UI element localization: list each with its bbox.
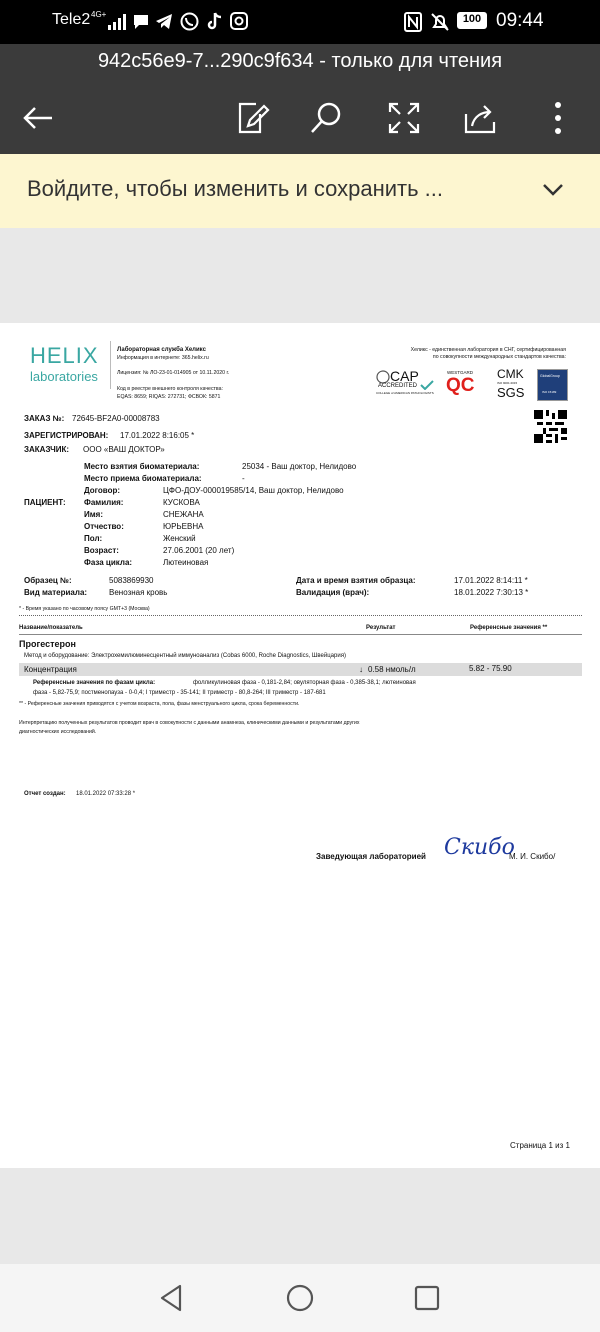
sgs-logo: SGS (497, 385, 525, 400)
surname-label: Фамилия: (84, 498, 124, 507)
status-bar (0, 0, 600, 44)
contract-value: ЦФО-ДОУ-000019585/14, Ваш доктор, Нелидово (163, 486, 344, 495)
global-group-title: GlobalGroup (540, 374, 560, 378)
patronymic-label: Отчество: (84, 522, 124, 531)
interpretation-line2: диагностических исследований. (19, 729, 97, 735)
document-title: 942c56e9-7...290c9f634 - только для чтения (97, 50, 503, 72)
app-toolbar (0, 44, 600, 154)
instagram-icon (230, 12, 248, 30)
age-value: 27.06.2001 (20 лет) (163, 546, 235, 555)
signal-icon (108, 14, 128, 30)
clock: 09:44 (496, 10, 544, 31)
lab-name: Лабораторная служба Хеликс (117, 347, 206, 353)
westgard-label: WESTGARD (447, 370, 474, 375)
patronymic-value: ЮРЬЕВНА (163, 522, 204, 531)
order-label: ЗАКАЗ №: (24, 414, 65, 423)
network-type: 4G+ (91, 10, 107, 19)
place-received-label: Место приема биоматериала: (84, 474, 202, 483)
ref-value: 5.82 - 75.90 (469, 664, 512, 673)
checkmark-icon (420, 380, 434, 390)
helix-logo-subword: laboratories (30, 369, 98, 384)
col-header-ref: Референсные значения ** (470, 625, 548, 631)
whatsapp-icon (180, 12, 199, 31)
validation-label: Валидация (врач): (296, 588, 370, 597)
lab-registry-line2: EQAS: 8659; RIQAS: 272731; ФСВОК: 5871 (117, 394, 221, 400)
result-value: 0.58 нмоль/л (368, 665, 416, 674)
dotted-divider (19, 615, 582, 616)
report-created-value: 18.01.2022 07:33:28 * (76, 791, 136, 797)
head-of-lab-label: Заведующая лабораторией (316, 852, 426, 861)
datetime-label: Дата и время взятия образца: (296, 576, 416, 585)
col-header-name: Название/показатель (19, 625, 83, 631)
validation-value: 18.01.2022 7:30:13 * (454, 588, 529, 597)
signature: Скибо (444, 835, 515, 860)
place-taken-value: 25034 - Ваш доктор, Нелидово (242, 462, 357, 471)
document-page (0, 323, 600, 1168)
lab-license: Лицензия: № ЛО-23-01-014905 от 10.11.2020 г. (117, 370, 230, 376)
age-label: Возраст: (84, 546, 119, 555)
ref-phases-label: Референсные значения по фазам цикла: (33, 680, 156, 686)
more-options-icon[interactable] (540, 100, 576, 136)
phase-label: Фаза цикла: (84, 558, 133, 567)
order-value: 72645-BF2A0-00008783 (72, 414, 160, 423)
cmk-small: ISO 9001:2015 (497, 381, 518, 385)
client-label: ЗАКАЗЧИК: (24, 445, 70, 454)
mute-icon (430, 12, 450, 32)
ref-phases-line2: фаза - 5,82-75,9; постменопауза - 0-0,4; I триместр - 35-141; II триместр - 80,8-264; III триместр - 187-681 (33, 690, 326, 696)
material-value: Венозная кровь (109, 588, 168, 597)
registered-label: ЗАРЕГИСТРИРОВАН: (24, 431, 109, 440)
report-created-label: Отчет создан: (24, 791, 66, 797)
share-icon[interactable] (462, 100, 498, 136)
fullscreen-icon[interactable] (386, 100, 422, 136)
nav-recents-icon[interactable] (411, 1282, 443, 1314)
low-arrow-icon: ↓ (359, 665, 363, 674)
contract-label: Договор: (84, 486, 121, 495)
back-arrow-icon[interactable] (20, 100, 56, 136)
carrier-label: Tele2 (52, 11, 91, 28)
cert-text-line1: Хеликс - единственная лаборатория в СНГ, сертифицированная (410, 347, 566, 353)
cap-logo (376, 368, 434, 398)
datetime-value: 17.01.2022 8:14:11 * (454, 576, 528, 585)
global-group-logo (537, 369, 568, 401)
phase-value: Лютеиновая (163, 558, 209, 567)
lab-website: Информация в интернете: 365.helix.ru (117, 355, 209, 361)
sex-label: Пол: (84, 534, 103, 543)
battery-level: 100 (462, 13, 482, 25)
qr-code (534, 410, 567, 443)
logo-divider (110, 341, 111, 389)
nfc-icon (404, 12, 422, 32)
test-method: Метод и оборудование: Электрохемилюминесцентный иммуноанализ (Cobas 6000, Roche Diagnostics, Швейцария) (24, 653, 346, 659)
registered-value: 17.01.2022 8:16:05 * (120, 431, 195, 440)
chevron-down-icon[interactable] (540, 180, 566, 200)
test-name: Прогестерон (19, 639, 76, 649)
ref-phases-line1: фолликулиновая фаза - 0,181-2,84; овуляторная фаза - 0,385-38,1; лютеиновая (193, 680, 416, 686)
cap-logo-subtitle: ACCREDITED (378, 383, 418, 389)
material-label: Вид материала: (24, 588, 88, 597)
telegram-icon (155, 13, 173, 30)
name-value: СНЕЖАНА (163, 510, 204, 519)
battery-icon (457, 12, 487, 29)
surname-value: КУСКОВА (163, 498, 200, 507)
sample-label: Образец №: (24, 576, 72, 585)
cap-logo-small: COLLEGE of AMERICAN PATHOLOGISTS (376, 391, 434, 395)
header-divider (19, 634, 582, 635)
sample-value: 5083869930 (109, 576, 154, 585)
search-icon[interactable] (308, 100, 344, 136)
result-row (19, 663, 582, 676)
client-value: ООО «ВАШ ДОКТОР» (83, 445, 165, 454)
lab-registry-line1: Код в реестре внешнего контроля качества: (117, 386, 223, 392)
edit-document-icon[interactable] (234, 100, 270, 136)
param-name: Концентрация (24, 665, 77, 674)
tiktok-icon (206, 12, 223, 31)
nav-home-icon[interactable] (284, 1282, 316, 1314)
cert-text-line2: по совокупности международных стандартов качества: (432, 354, 566, 360)
system-nav-bar (0, 1264, 600, 1332)
page-number: Страница 1 из 1 (510, 1141, 570, 1150)
global-group-small: ISO 15189 (542, 390, 557, 394)
place-taken-label: Место взятия биоматериала: (84, 462, 200, 471)
helix-logo-word: HELIX (30, 343, 99, 368)
message-icon (132, 13, 150, 30)
cap-circle-icon (376, 370, 390, 384)
timezone-note: * - Время указано по часовому поясу GMT+3 (Москва) (19, 606, 150, 612)
patient-section-label: ПАЦИЕНТ: (24, 498, 66, 507)
cmk-logo: CMK (497, 367, 524, 381)
sign-in-banner-text: Войдите, чтобы изменить и сохранить ... (27, 176, 444, 201)
place-received-value: - (242, 474, 245, 483)
sex-value: Женский (163, 534, 196, 543)
cap-logo-title: CAP (390, 368, 419, 384)
head-of-lab-name: М. И. Скибо/ (509, 852, 556, 861)
interpretation-line1: Интерпретацию полученных результатов проводит врач в совокупности с данными анамнеза, клиническими данными и результатами других (19, 720, 360, 726)
sign-in-banner[interactable] (0, 154, 600, 228)
ref-footnote: ** - Референсные значения приводятся с учетом возраста, пола, фазы менструального цикла, срока беременности. (19, 701, 300, 707)
name-label: Имя: (84, 510, 103, 519)
col-header-result: Результат (366, 625, 396, 631)
qc-logo: QC (446, 375, 475, 396)
nav-back-icon[interactable] (156, 1282, 188, 1314)
